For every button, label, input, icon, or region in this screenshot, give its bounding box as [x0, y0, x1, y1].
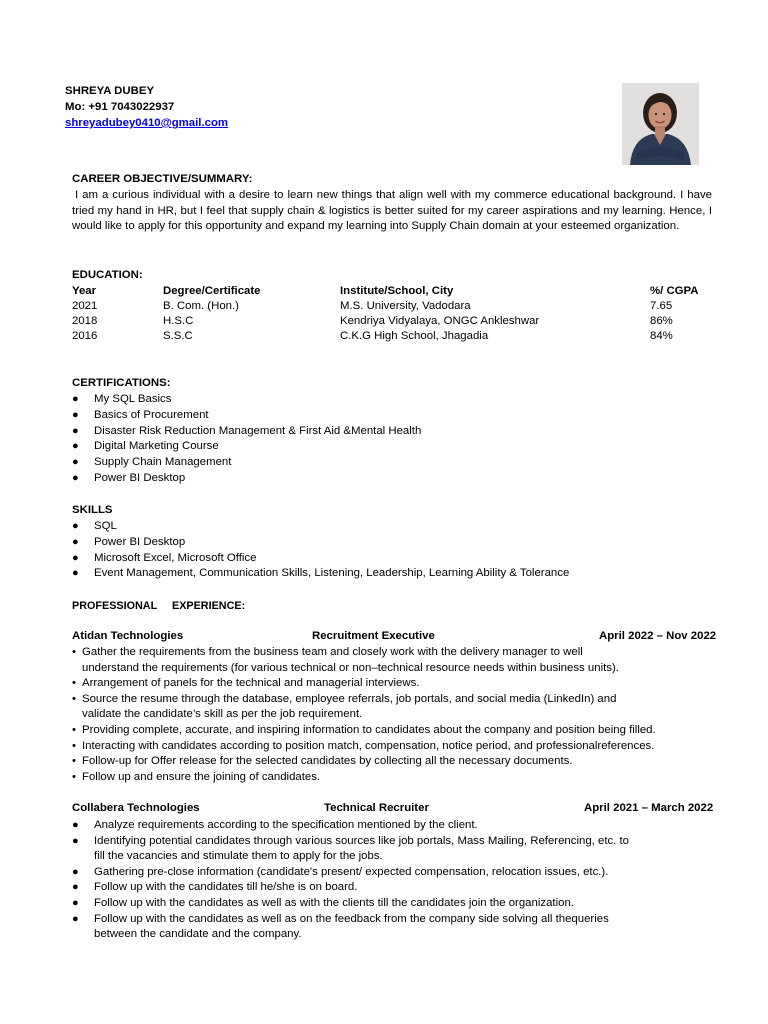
list-item-line: Follow up with the candidates as well as on the feedback from the company side solving all thequeries [94, 912, 609, 925]
list-item-text: Event Management, Communication Skills, Listening, Leadership, Learning Ability & Tolerance [94, 567, 570, 580]
job-duties-list [72, 645, 732, 785]
list-item-line: Providing complete, accurate, and inspiring information to candidates about the company and position being filled. [82, 723, 656, 736]
degree-cell: S.S.C [163, 330, 193, 342]
list-item [72, 424, 712, 440]
list-item-line: Interacting with candidates according to position match, compensation, notice period, and professionalreferences. [82, 739, 655, 752]
list-item [72, 912, 732, 943]
year-cell: 2021 [72, 300, 98, 312]
list-item [72, 645, 732, 676]
mobile-number: Mo: +91 7043022937 [65, 101, 175, 113]
score-cell: 84% [650, 330, 673, 342]
bullet-icon: ● [72, 535, 79, 548]
bullet-icon: • [72, 739, 76, 752]
list-item [72, 439, 712, 455]
education-section [72, 268, 712, 344]
bullet-icon: ● [72, 819, 79, 831]
year-cell: 2018 [72, 315, 98, 327]
list-item-line: Follow-up for Offer release for the selected candidates by collecting all the necessary documents. [82, 755, 573, 768]
table-row [72, 329, 712, 344]
education-header-row [72, 284, 712, 299]
list-item-line: understand the requirements (for various technical or non–technical resource needs within business units). [82, 661, 619, 674]
list-item-text: Power BI Desktop [94, 535, 186, 548]
bullet-icon: ● [72, 896, 79, 909]
col-institute-header: Institute/School, City [340, 285, 454, 297]
bullet-icon: ● [72, 881, 79, 894]
score-cell: 7.65 [650, 300, 673, 312]
candidate-name: SHREYA DUBEY [65, 85, 155, 97]
list-item [72, 676, 732, 692]
list-item-line: Follow up with the candidates till he/she is on board. [94, 881, 358, 894]
table-row [72, 299, 712, 314]
bullet-icon: ● [72, 551, 79, 564]
bullet-icon: ● [72, 424, 79, 437]
list-item-text: Power BI Desktop [94, 471, 186, 484]
list-item-text: Disaster Risk Reduction Management & First Aid &Mental Health [94, 424, 422, 437]
col-year-header: Year [72, 285, 97, 297]
job-period: April 2022 – Nov 2022 [599, 630, 717, 642]
skills-list [72, 519, 712, 582]
bullet-icon: ● [72, 456, 79, 469]
degree-cell: H.S.C [163, 315, 194, 327]
list-item-line: Follow up with the candidates as well as with the clients till the candidates join the organization. [94, 896, 574, 909]
bullet-icon: ● [72, 393, 79, 405]
contact-header [65, 84, 465, 132]
list-item [72, 408, 712, 424]
section-title: EDUCATION: [72, 269, 143, 281]
bullet-icon: ● [72, 471, 79, 484]
list-item-line: Gathering pre-close information (candidate's present/ expected compensation, relocation issues, etc.). [94, 865, 609, 878]
job-role: Recruitment Executive [312, 630, 435, 642]
list-item-line: Follow up and ensure the joining of candidates. [82, 770, 321, 783]
list-item-text: Supply Chain Management [94, 456, 232, 469]
col-score-header: %/ CGPA [650, 285, 699, 297]
list-item [72, 723, 732, 739]
list-item [72, 692, 732, 723]
list-item [72, 519, 712, 535]
bullet-icon: • [72, 770, 76, 783]
bullet-icon: ● [72, 865, 79, 878]
list-item-text: SQL [94, 520, 117, 532]
list-item [72, 865, 732, 881]
profile-photo-icon [622, 83, 699, 165]
list-item-text: Basics of Procurement [94, 408, 209, 421]
list-item [72, 551, 712, 567]
job-duties-list [72, 818, 732, 943]
job-header [72, 801, 724, 817]
score-cell: 86% [650, 315, 673, 327]
institute-cell: Kendriya Vidyalaya, ONGC Ankleshwar [340, 315, 540, 327]
list-item [72, 896, 732, 912]
list-item-line: Identifying potential candidates through various sources like job portals, Mass Mailing, Referencing, etc. to [94, 834, 630, 847]
list-item-text: Digital Marketing Course [94, 440, 219, 453]
list-item-line: validate the candidate’s skill as per the job requirement. [82, 708, 363, 721]
list-item-line: Source the resume through the database, employee referrals, job portals, and social media (LinkedIn) and [82, 692, 617, 705]
objective-text: I am a curious individual with a desire to learn new things that align well with my commerce educational background. I have tried my hand in HR, but I feel that supply chain & logistics is better suited for my career aspirations and my learning. Hence, I would like to apply for this opportunity and expand my learning into Supply Chain domain at your esteemed organization. [72, 189, 712, 233]
experience-section-title: PROFESSIONAL EXPERIENCE: [72, 600, 246, 612]
list-item [72, 392, 712, 408]
list-item-text: Microsoft Excel, Microsoft Office [94, 551, 257, 564]
col-degree-header: Degree/Certificate [163, 285, 261, 297]
section-title: SKILLS [72, 504, 113, 516]
list-item [72, 535, 712, 551]
bullet-icon: ● [72, 912, 79, 925]
bullet-icon: ● [72, 440, 79, 453]
degree-cell: B. Com. (Hon.) [163, 300, 239, 312]
certifications-list [72, 392, 712, 487]
institute-cell: C.K.G High School, Jhagadia [340, 330, 489, 342]
year-cell: 2016 [72, 330, 98, 342]
list-item [72, 834, 732, 865]
job-period: April 2021 – March 2022 [584, 802, 714, 814]
list-item-line: Arrangement of panels for the technical and managerial interviews. [82, 677, 420, 690]
certifications-section [72, 376, 712, 487]
list-item-line: Analyze requirements according to the specification mentioned by the client. [94, 819, 478, 831]
bullet-icon: • [72, 755, 76, 768]
job-role: Technical Recruiter [324, 802, 429, 814]
company-name: Collabera Technologies [72, 802, 200, 814]
bullet-icon: • [72, 646, 76, 658]
list-item [72, 566, 712, 582]
list-item [72, 818, 732, 834]
list-item [72, 455, 712, 471]
bullet-icon: • [72, 692, 76, 705]
bullet-icon: • [72, 723, 76, 736]
section-title: CAREER OBJECTIVE/SUMMARY: [72, 173, 253, 185]
career-objective-section [72, 172, 712, 235]
list-item-text: My SQL Basics [94, 393, 172, 405]
institute-cell: M.S. University, Vadodara [340, 300, 471, 312]
bullet-icon: ● [72, 520, 79, 532]
job-header [72, 629, 724, 645]
list-item [72, 770, 732, 786]
list-item-line: Gather the requirements from the business team and closely work with the delivery manager to well [82, 646, 583, 658]
profile-photo [622, 83, 699, 165]
list-item [72, 471, 712, 487]
list-item [72, 880, 732, 896]
email-link[interactable]: shreyadubey0410@gmail.com [65, 117, 229, 129]
section-title: CERTIFICATIONS: [72, 377, 171, 389]
list-item-line: between the candidate and the company. [94, 928, 302, 941]
bullet-icon: ● [72, 834, 79, 847]
skills-section [72, 503, 712, 582]
list-item-line: fill the vacancies and stimulate them to apply for the jobs. [94, 850, 383, 863]
bullet-icon: ● [72, 408, 79, 421]
list-item [72, 739, 732, 755]
bullet-icon: ● [72, 567, 79, 580]
bullet-icon: • [72, 677, 76, 690]
list-item [72, 754, 732, 770]
company-name: Atidan Technologies [72, 630, 184, 642]
table-row [72, 314, 712, 329]
